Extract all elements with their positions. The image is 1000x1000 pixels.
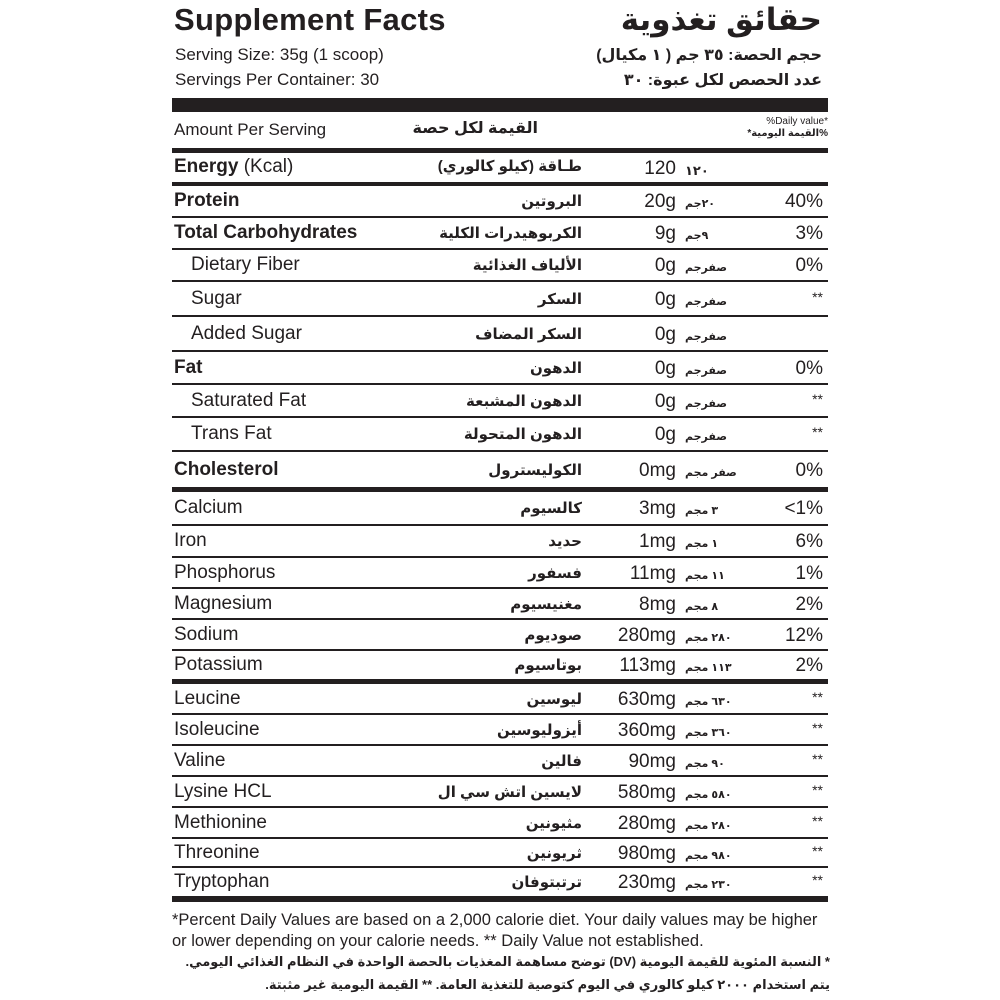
nutrient-amount-arabic: ١١ مجم — [685, 570, 725, 582]
daily-value-percent: 12% — [784, 625, 823, 646]
nutrient-amount-arabic: ٣٦٠ مجم — [685, 727, 732, 739]
nutrient-amount-arabic: ٨ مجم — [685, 601, 719, 613]
nutrient-amount: 20g — [644, 191, 676, 212]
nutrient-amount: 90mg — [628, 751, 676, 772]
nutrient-row-energy — [172, 153, 828, 182]
nutrient-amount: 0g — [654, 255, 676, 276]
daily-value-percent: ** — [812, 872, 823, 888]
daily-value-percent: 6% — [795, 531, 823, 552]
nutrient-amount: 8mg — [639, 594, 676, 615]
nutrient-amount-arabic: ٥٨٠ مجم — [685, 789, 732, 801]
nutrient-name-arabic: طـاقة (كيلو كالوري) — [437, 158, 582, 175]
nutrient-name-english: Magnesium — [174, 593, 273, 614]
nutrient-name-english: Iron — [174, 530, 207, 551]
divider-thick — [172, 896, 828, 902]
nutrient-row — [172, 352, 828, 383]
nutrient-name-english: Phosphorus — [174, 562, 276, 583]
nutrient-name-arabic: صوديوم — [524, 627, 582, 644]
nutrient-name-arabic: الكوليسترول — [488, 462, 582, 479]
title-arabic: حقائق تغذوية — [620, 2, 822, 37]
nutrient-name-english: Saturated Fat — [191, 390, 307, 411]
nutrient-name-english: Isoleucine — [174, 719, 260, 740]
daily-value-percent: 40% — [784, 191, 823, 212]
nutrient-name-english: Sugar — [191, 288, 242, 309]
daily-value-percent: ** — [812, 813, 823, 829]
nutrient-amount-arabic: صفر مجم — [685, 467, 737, 479]
nutrient-name-english: Valine — [174, 750, 226, 771]
nutrient-name-english: Lysine HCL — [174, 781, 272, 802]
nutrient-row — [172, 808, 828, 837]
nutrient-row — [172, 715, 828, 744]
daily-value-percent: 2% — [795, 594, 823, 615]
nutrient-row — [172, 526, 828, 556]
title-english: Supplement Facts — [174, 2, 446, 37]
daily-value-percent: 0% — [795, 255, 823, 276]
nutrient-amount-arabic: ١١٣ مجم — [685, 662, 732, 674]
nutrient-name-english: Leucine — [174, 688, 241, 709]
nutrient-row — [172, 452, 828, 487]
nutrient-row — [172, 282, 828, 315]
daily-value-percent: ** — [812, 782, 823, 798]
nutrient-amount-arabic: ٢٨٠ مجم — [685, 820, 732, 832]
nutrient-row — [172, 250, 828, 280]
column-header-row — [172, 112, 828, 148]
nutrient-row — [172, 839, 828, 866]
nutrient-amount-arabic: صفرجم — [685, 296, 727, 308]
servings-per-container-arabic: عدد الحصص لكل عبوة: ٣٠ — [623, 72, 822, 89]
nutrient-row — [172, 651, 828, 679]
daily-value-percent: ** — [812, 289, 823, 305]
nutrient-name-arabic: الدهون المشبعة — [466, 393, 582, 410]
nutrient-amount-arabic: ١٢٠ — [685, 163, 709, 178]
nutrient-row — [172, 492, 828, 524]
nutrient-name-arabic: السكر المضاف — [475, 326, 582, 343]
nutrient-amount-arabic: صفرجم — [685, 431, 727, 443]
daily-value-english: %Daily value* — [766, 116, 828, 127]
nutrient-amount: 0g — [654, 358, 676, 379]
nutrient-amount: 0g — [654, 289, 676, 310]
nutrient-amount: 0mg — [639, 460, 676, 481]
nutrient-amount: 580mg — [617, 782, 676, 803]
nutrient-name-arabic: الكربوهيدرات الكلية — [439, 225, 582, 242]
nutrient-amount: 113mg — [619, 655, 676, 676]
nutrient-amount-arabic: ٣ مجم — [685, 505, 719, 517]
nutrient-row — [172, 218, 828, 248]
daily-value-percent: ** — [812, 424, 823, 440]
nutrient-name-english: Potassium — [174, 654, 263, 675]
nutrient-amount: 630mg — [617, 689, 676, 710]
nutrient-name-english: Trans Fat — [191, 423, 272, 444]
servings-per-container-english: Servings Per Container: 30 — [175, 70, 380, 89]
nutrient-amount: 980mg — [617, 843, 676, 864]
nutrient-amount-arabic: ٦٣٠ مجم — [685, 696, 732, 708]
nutrient-row — [172, 186, 828, 216]
footnote-arabic: * النسبة المئوية للقيمة اليومية (DV) توضح مساهمة المغذيات بالحصة الواحدة في النظام الغذائي اليومي. يتم استخدام ٢٠٠٠ كيلو كالوري في اليوم كتوصية للتغذية العامة. ** القيمة اليومية غير مثبتة. — [185, 954, 830, 992]
nutrient-name-english: Calcium — [174, 497, 243, 518]
nutrient-name-arabic: الدهون — [529, 360, 582, 377]
nutrient-name-arabic: ثريونين — [526, 845, 582, 862]
nutrient-name-arabic: ترتبتوفان — [511, 874, 582, 891]
nutrient-amount-arabic: صفرجم — [685, 398, 727, 410]
nutrient-amount: 230mg — [617, 872, 676, 893]
nutrient-amount-arabic: ٢٣٠ مجم — [685, 879, 732, 891]
nutrient-name-english: Fat — [174, 357, 203, 378]
daily-value-arabic: %القيمة اليومية* — [747, 128, 828, 139]
footnote-english: *Percent Daily Values are based on a 2,000 calorie diet. Your daily values may be higher or lower depending on your calorie needs. ** Daily Value not established. — [172, 911, 818, 950]
nutrient-name-english: Threonine — [174, 842, 260, 863]
daily-value-header — [747, 116, 828, 140]
nutrient-amount: 280mg — [617, 813, 676, 834]
nutrient-amount-arabic: صفرجم — [685, 331, 727, 343]
daily-value-percent: 2% — [795, 655, 823, 676]
nutrient-row — [172, 558, 828, 587]
nutrient-amount: 0g — [654, 324, 676, 345]
nutrient-amount: 360mg — [617, 720, 676, 741]
amount-per-serving-english: Amount Per Serving — [174, 120, 327, 139]
nutrient-name-arabic: البروتين — [521, 193, 582, 210]
daily-value-percent: ** — [812, 843, 823, 859]
nutrient-amount: 9g — [654, 223, 676, 244]
daily-value-percent: 1% — [795, 563, 823, 584]
nutrient-name-english: Total Carbohydrates — [174, 222, 358, 243]
nutrient-amount-arabic: صفرجم — [685, 365, 727, 377]
nutrient-amount: 120 — [644, 158, 676, 179]
amount-per-serving-arabic: القيمة لكل حصة — [412, 120, 538, 137]
nutrient-name-english: Added Sugar — [191, 323, 302, 344]
nutrient-row — [172, 589, 828, 618]
nutrient-amount-arabic: ٩٨٠ مجم — [685, 850, 732, 862]
nutrient-row — [172, 868, 828, 896]
nutrient-amount: 1mg — [639, 531, 676, 552]
nutrient-amount: 0g — [654, 391, 676, 412]
nutrient-row — [172, 777, 828, 806]
nutrient-name-english: Cholesterol — [174, 459, 279, 480]
nutrient-name-arabic: بوتاسيوم — [514, 657, 582, 674]
nutrient-name-english: Energy (Kcal) — [174, 156, 294, 177]
daily-value-percent: ** — [812, 689, 823, 705]
nutrient-row — [172, 684, 828, 713]
nutrient-amount-arabic: ١ مجم — [685, 538, 719, 550]
nutrient-name-arabic: الألياف الغذائية — [472, 257, 582, 274]
nutrient-name-arabic: فسفور — [528, 565, 582, 582]
nutrient-name-arabic: أيزوليوسين — [497, 722, 582, 739]
nutrient-name-arabic: حديد — [548, 533, 582, 550]
nutrient-amount-arabic: ٩٠ مجم — [685, 758, 725, 770]
nutrient-amount-arabic: ٢٨٠ مجم — [685, 632, 732, 644]
nutrient-name-arabic: لايسين اتش سي ال — [437, 784, 582, 801]
daily-value-percent: 3% — [795, 223, 823, 244]
daily-value-percent: 0% — [795, 358, 823, 379]
nutrient-name-english: Tryptophan — [174, 871, 270, 892]
daily-value-percent: 0% — [795, 460, 823, 481]
nutrient-amount-arabic: ٢٠جم — [685, 198, 715, 210]
nutrient-amount-arabic: صفرجم — [685, 262, 727, 274]
serving-size-english: Serving Size: 35g (1 scoop) — [175, 45, 384, 64]
nutrient-name-english: Dietary Fiber — [191, 254, 300, 275]
serving-size-arabic: حجم الحصة: ٣٥ جم ( ١ مكيال) — [596, 47, 822, 64]
nutrient-name-english: Methionine — [174, 812, 267, 833]
nutrient-amount: 280mg — [617, 625, 676, 646]
nutrient-row — [172, 317, 828, 350]
nutrient-name-english: Sodium — [174, 624, 239, 645]
daily-value-percent: <1% — [784, 498, 823, 519]
nutrient-name-arabic: ليوسين — [526, 691, 582, 708]
nutrient-row — [172, 385, 828, 416]
nutrient-name-english: Protein — [174, 190, 240, 211]
nutrient-name-arabic: كالسيوم — [520, 500, 582, 517]
nutrient-amount: 3mg — [639, 498, 676, 519]
nutrient-name-arabic: مثيونين — [525, 815, 582, 832]
nutrient-name-arabic: الدهون المتحولة — [463, 426, 582, 443]
nutrient-name-arabic: فالين — [541, 753, 582, 770]
nutrient-row — [172, 746, 828, 775]
daily-value-percent: ** — [812, 720, 823, 736]
divider-thick-top — [172, 98, 828, 112]
daily-value-percent: ** — [812, 391, 823, 407]
nutrient-row — [172, 418, 828, 450]
nutrient-name-arabic: السكر — [537, 291, 582, 308]
nutrient-amount-arabic: ٩جم — [685, 230, 709, 242]
nutrient-name-arabic: مغنيسيوم — [510, 596, 582, 613]
nutrient-amount: 11mg — [629, 563, 676, 584]
nutrient-amount: 0g — [654, 424, 676, 445]
nutrient-row — [172, 620, 828, 649]
daily-value-percent: ** — [812, 751, 823, 767]
